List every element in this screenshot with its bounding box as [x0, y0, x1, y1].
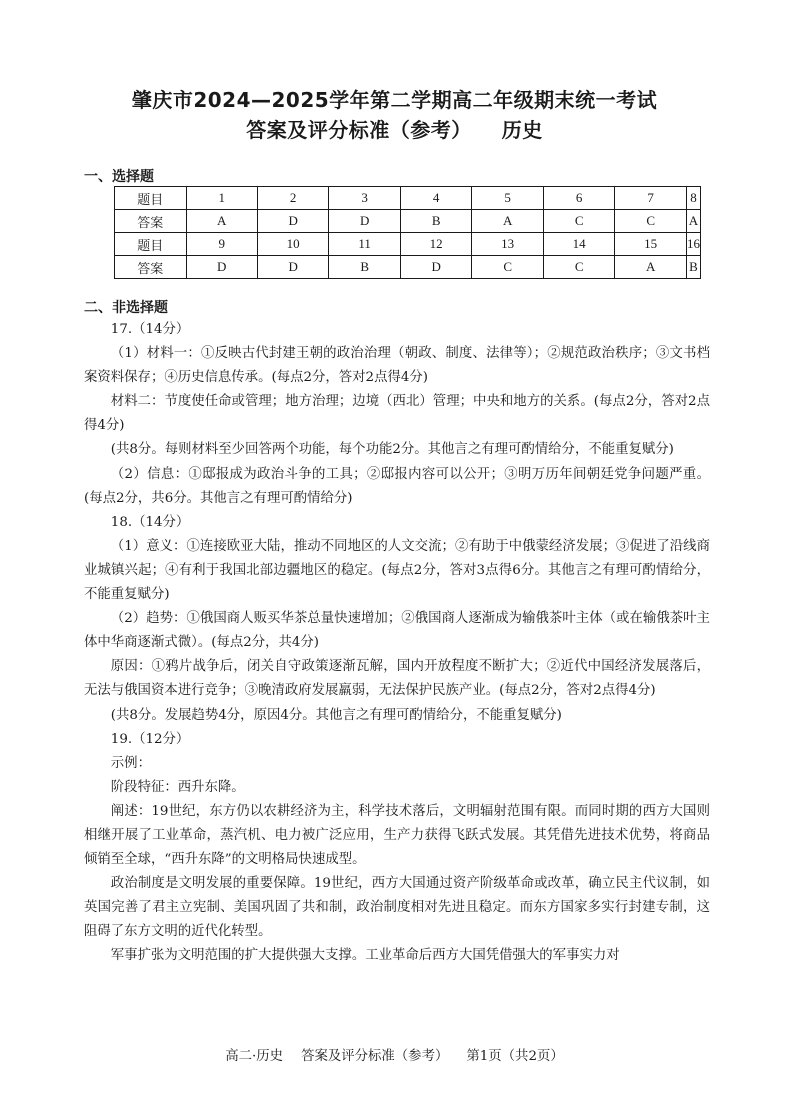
- table-cell: 14: [543, 233, 615, 256]
- table-cell: 13: [472, 233, 544, 256]
- table-cell: C: [543, 256, 615, 279]
- answer-paragraph: 18.（14分）: [110, 514, 190, 530]
- table-cell: D: [400, 256, 472, 279]
- answer-paragraph: 材料二：节度使任命或管理；地方治理；边境（西北）管理；中央和地方的关系。(每点2分，答对2点得4分): [84, 394, 710, 434]
- page-subtitle: [0, 114, 789, 143]
- table-cell: 15: [615, 233, 687, 256]
- table-cell: C: [543, 210, 615, 233]
- table-cell: 4: [400, 187, 472, 210]
- answer-table-row: [115, 210, 701, 233]
- table-cell: 5: [472, 187, 544, 210]
- footer-doc-title: 答案及评分标准（参考）: [301, 1049, 449, 1064]
- answer-paragraph: （2）信息：①邸报成为政治斗争的工具；②邸报内容可以公开；③明万历年间朝廷党争问题严重。(每点2分，共6分。其他言之有理可酌情给分): [84, 466, 710, 506]
- table-cell: 2: [257, 187, 329, 210]
- footer-subject: 高二·历史: [225, 1049, 284, 1064]
- table-cell: D: [257, 256, 329, 279]
- answer-paragraph: 阐述：19世纪，东方仍以农耕经济为主，科学技术落后，文明辐射范围有限。而同时期的西方大国则相继开展了工业革命，蒸汽机、电力被广泛应用，生产力获得飞跃式发展。其凭借先进技术优势，将商品倾销至全球，“西升东降”的文明格局快速成型。: [84, 803, 710, 868]
- table-cell: 6: [543, 187, 615, 210]
- section-heading-non-choice: 二、非选择题: [84, 300, 168, 316]
- table-cell: A: [472, 210, 544, 233]
- table-cell: D: [329, 210, 401, 233]
- table-cell: D: [186, 256, 257, 279]
- answer-table: [114, 186, 701, 279]
- page-footer: [0, 1045, 789, 1064]
- table-cell: A: [686, 210, 700, 233]
- answer-paragraph: 政治制度是文明发展的重要保障。19世纪，西方大国通过资产阶级革命或改革，确立民主代议制，如英国完善了君主立宪制、美国巩固了共和制，政治制度相对先进且稳定。而东方国家多实行封建专制，这阻碍了东方文明的近代化转型。: [84, 876, 710, 940]
- answer-paragraph: （2）趋势：①俄国商人贩买华茶总量快速增加；②俄国商人逐渐成为输俄茶叶主体（或在输俄茶叶主体中华商逐渐式微）。(每点2分，共4分): [84, 611, 710, 651]
- table-cell: B: [686, 256, 700, 279]
- answer-paragraph: (共8分。每则材料至少回答两个功能，每个功能2分。其他言之有理可酌情给分，不能重复赋分): [110, 442, 674, 458]
- table-cell: 3: [329, 187, 401, 210]
- table-row-header: 答案: [115, 210, 187, 233]
- answer-table-row: [115, 256, 701, 279]
- table-cell: C: [472, 256, 544, 279]
- section-heading-choice: 一、选择题: [84, 169, 154, 185]
- answer-paragraph: 军事扩张为文明范围的扩大提供强大支撑。工业革命后西方大国凭借强大的军事实力对: [110, 948, 620, 964]
- page-title: 肇庆市2024—2025学年第二学期高二年级期末统一考试: [131, 88, 658, 112]
- table-row-header: 题目: [115, 233, 187, 256]
- answer-paragraph: 19.（12分）: [110, 731, 190, 747]
- table-cell: A: [615, 256, 687, 279]
- subtitle-subject: 历史: [501, 118, 543, 142]
- table-cell: 12: [400, 233, 472, 256]
- table-cell: D: [257, 210, 329, 233]
- answer-body: [84, 318, 710, 969]
- table-cell: B: [400, 210, 472, 233]
- footer-page-number: 第1页（共2页）: [466, 1049, 564, 1064]
- table-cell: 16: [686, 233, 700, 256]
- table-cell: 7: [615, 187, 687, 210]
- answer-table-row: [115, 187, 701, 210]
- answer-paragraph: 阶段特征：西升东降。: [110, 779, 245, 795]
- table-cell: A: [186, 210, 257, 233]
- answer-paragraph: 原因：①鸦片战争后，闭关自守政策逐渐瓦解，国内开放程度不断扩大；②近代中国经济发展落后，无法与俄国资本进行竞争；③晚清政府发展羸弱，无法保护民族产业。(每点2分，答对2点得4分): [84, 659, 710, 699]
- table-row-header: 答案: [115, 256, 187, 279]
- table-cell: C: [615, 210, 687, 233]
- table-row-header: 题目: [115, 187, 187, 210]
- answer-paragraph: （1）意义：①连接欧亚大陆，推动不同地区的人文交流；②有助于中俄蒙经济发展；③促进了沿线商业城镇兴起；④有利于我国北部边疆地区的稳定。(每点2分，答对3点得6分。其他言之有理可酌情给分，不能重复赋分): [84, 538, 710, 603]
- table-cell: 10: [257, 233, 329, 256]
- answer-paragraph: （1）材料一：①反映古代封建王朝的政治治理（朝政、制度、法律等）；②规范政治秩序；③文书档案资料保存；④历史信息传承。(每点2分，答对2点得4分): [84, 346, 710, 386]
- table-cell: 11: [329, 233, 401, 256]
- table-cell: 8: [686, 187, 700, 210]
- table-cell: B: [329, 256, 401, 279]
- subtitle-answer-standard: 答案及评分标准（参考）: [246, 118, 472, 142]
- answer-paragraph: 示例：: [110, 755, 151, 771]
- answer-paragraph: 17.（14分）: [110, 322, 190, 337]
- table-cell: 1: [186, 187, 257, 210]
- table-cell: 9: [186, 233, 257, 256]
- answer-table-row: [115, 233, 701, 256]
- answer-paragraph: (共8分。发展趋势4分，原因4分。其他言之有理可酌情给分，不能重复赋分): [110, 707, 562, 723]
